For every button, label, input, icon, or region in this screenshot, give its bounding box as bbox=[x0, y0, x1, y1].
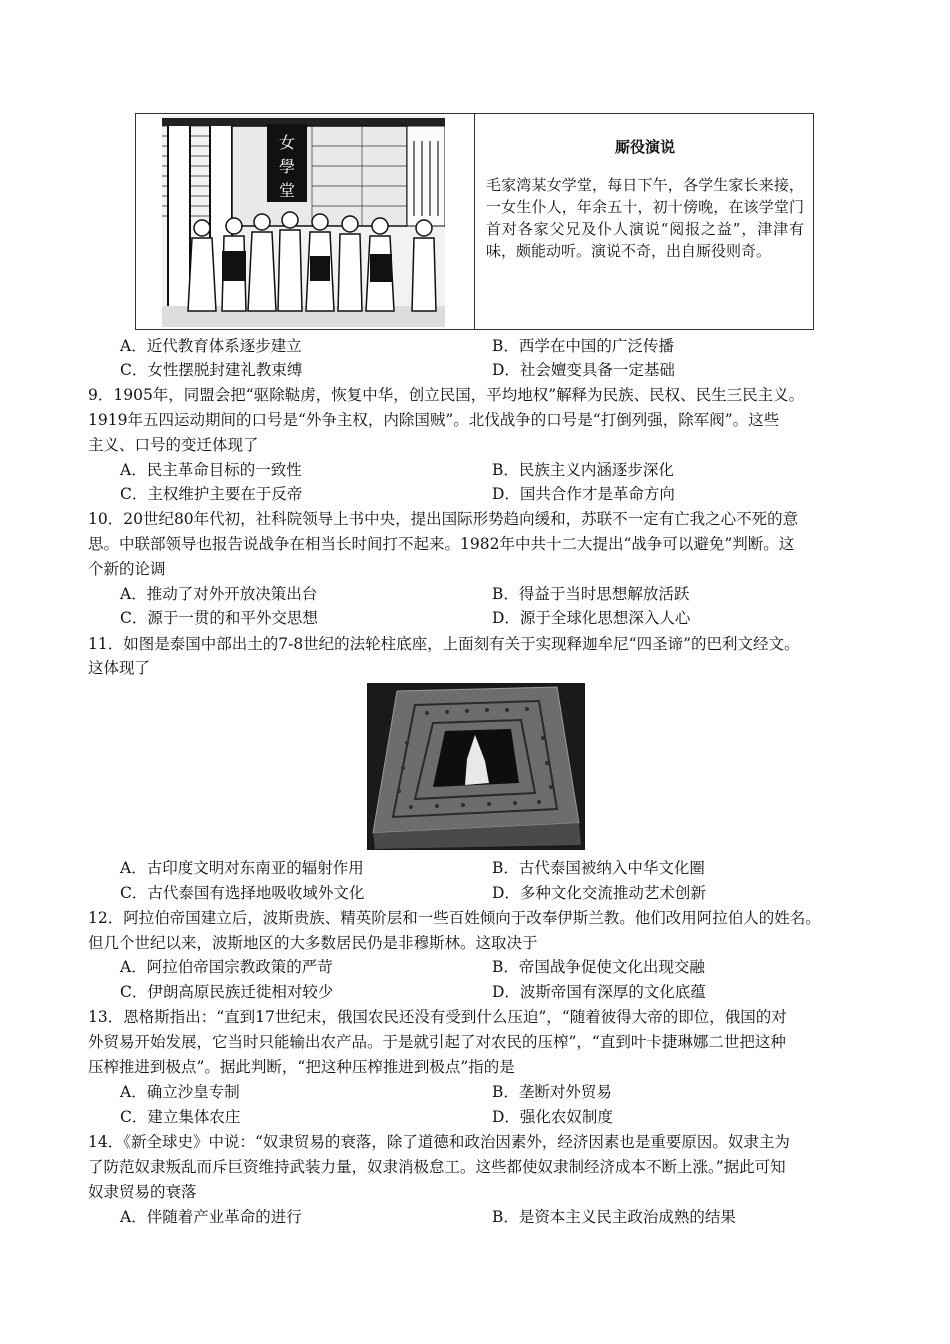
q14-option-a: A．伴随着产业革命的进行 bbox=[120, 1208, 302, 1226]
q13-option-a: A．确立沙皇专制 bbox=[120, 1083, 240, 1101]
q8-option-b: B．西学在中国的广泛传播 bbox=[492, 337, 674, 355]
girls-school-woodcut-illustration bbox=[162, 116, 445, 327]
q14-stem-line-3: 奴隶贸易的衰落 bbox=[88, 1183, 197, 1201]
q9-stem-line-1: 9．1905年，同盟会把“驱除鞑虏，恢复中华，创立民国，平均地权”解释为民族、民权、民生三民主义。 bbox=[88, 386, 805, 404]
q13-option-d: D．强化农奴制度 bbox=[492, 1108, 613, 1126]
table-divider bbox=[474, 114, 475, 329]
q10-option-b: B．得益于当时思想解放活跃 bbox=[492, 585, 690, 603]
q10-stem-line-3: 个新的论调 bbox=[88, 560, 166, 578]
q12-option-b: B．帝国战争促使文化出现交融 bbox=[492, 958, 705, 976]
q14-option-b: B．是资本主义民主政治成熟的结果 bbox=[492, 1208, 736, 1226]
woodcut-drawing bbox=[162, 116, 445, 327]
q11-option-d: D．多种文化交流推动艺术创新 bbox=[492, 884, 706, 902]
q12-stem-line-1: 12．阿拉伯帝国建立后，波斯贵族、精英阶层和一些百姓倾向于改奉伊斯兰教。他们改用阿拉伯人的姓名。 bbox=[88, 909, 821, 927]
q9-stem-line-2: 1919年五四运动期间的口号是“外争主权，内除国贼”。北伐战争的口号是“打倒列强，除军阀”。这些 bbox=[88, 411, 780, 429]
q11-option-c: C．古代泰国有选择地吸收域外文化 bbox=[120, 884, 365, 902]
q12-stem-line-2: 但几个世纪以来，波斯地区的大多数居民仍是非穆斯林。这取决于 bbox=[88, 934, 538, 952]
q14-stem-line-1: 14．《新全球史》中说：“奴隶贸易的衰落，除了道德和政治因素外，经济因素也是重要原因。奴隶主为 bbox=[88, 1133, 790, 1151]
q9-stem-line-3: 主义、口号的变迁体现了 bbox=[88, 436, 259, 454]
pillar-base-drawing bbox=[367, 683, 585, 850]
q9-option-d: D．国共合作才是革命方向 bbox=[492, 485, 675, 503]
q10-stem-line-2: 思。中联部领导也报告说战争在相当长时间打不起来。1982年中共十二大提出“战争可以避免”判断。这 bbox=[88, 535, 795, 553]
q11-stem-line-2: 这体现了 bbox=[88, 659, 151, 677]
q11-stem-line-1: 11．如图是泰国中部出土的7-8世纪的法轮柱底座，上面刻有关于实现释迦牟尼“四圣谛”的巴利文经文。 bbox=[88, 635, 800, 653]
q9-option-a: A．民主革命目标的一致性 bbox=[120, 461, 302, 479]
q9-option-c: C．主权维护主要在于反帝 bbox=[120, 485, 303, 503]
q8-material-title: 厮役演说 bbox=[614, 138, 675, 156]
q11-option-b: B．古代泰国被纳入中华文化圈 bbox=[492, 859, 705, 877]
q11-option-a: A．古印度文明对东南亚的辐射作用 bbox=[120, 859, 364, 877]
q10-option-d: D．源于全球化思想深入人心 bbox=[492, 609, 691, 627]
q13-option-c: C．建立集体农庄 bbox=[120, 1108, 241, 1126]
q10-stem-line-1: 10．20世纪80年代初，社科院领导上书中央，提出国际形势趋向缓和，苏联不一定有亡我之心不死的意 bbox=[88, 510, 799, 528]
q12-option-a: A．阿拉伯帝国宗教政策的严苛 bbox=[120, 958, 333, 976]
q8-material-table bbox=[135, 113, 814, 330]
q13-option-b: B．垄断对外贸易 bbox=[492, 1083, 612, 1101]
q10-option-a: A．推动了对外开放决策出台 bbox=[120, 585, 318, 603]
q8-option-d: D．社会嬗变具备一定基础 bbox=[492, 361, 675, 379]
q14-stem-line-2: 了防范奴隶叛乱而斥巨资维持武装力量，奴隶消极怠工。这些都使奴隶制经济成本不断上涨。”据此可知 bbox=[88, 1158, 786, 1176]
q10-option-c: C．源于一贯的和平外交思想 bbox=[120, 609, 318, 627]
q12-option-d: D．波斯帝国有深厚的文化底蕴 bbox=[492, 983, 706, 1001]
q8-material-text-cell bbox=[486, 114, 804, 329]
signboard-text-nv: 女 bbox=[278, 133, 296, 152]
q13-stem-line-3: 压榨推进到极点”。据此判断，“把这种压榨推进到极点”指的是 bbox=[88, 1058, 515, 1076]
q13-stem-line-1: 13．恩格斯指出：“直到17世纪末，俄国农民还没有受到什么压迫”，“随着彼得大帝的即位，俄国的对 bbox=[88, 1008, 787, 1026]
signboard-text-xue: 學 bbox=[278, 157, 296, 176]
q9-option-b: B．民族主义内涵逐步深化 bbox=[492, 461, 674, 479]
dharma-wheel-pillar-base-photo bbox=[367, 683, 585, 850]
q8-option-c: C．女性摆脱封建礼教束缚 bbox=[120, 361, 303, 379]
signboard-text-tang: 堂 bbox=[278, 181, 296, 200]
q13-stem-line-2: 外贸易开始发展，它当时只能输出农产品。于是就引起了对农民的压榨”，“直到叶卡捷琳娜二世把这种 bbox=[88, 1033, 786, 1051]
q8-material-body: 毛家湾某女学堂，每日下午，各学生家长来接，一女生仆人，年余五十，初十傍晚，在该学堂门首对各家父兄及仆人演说“阅报之益”，津津有味，颇能动听。演说不奇，出自厮役则奇。 bbox=[486, 176, 804, 260]
q12-option-c: C．伊朗高原民族迁徙相对较少 bbox=[120, 983, 334, 1001]
q8-option-a: A．近代教育体系逐步建立 bbox=[120, 337, 302, 355]
